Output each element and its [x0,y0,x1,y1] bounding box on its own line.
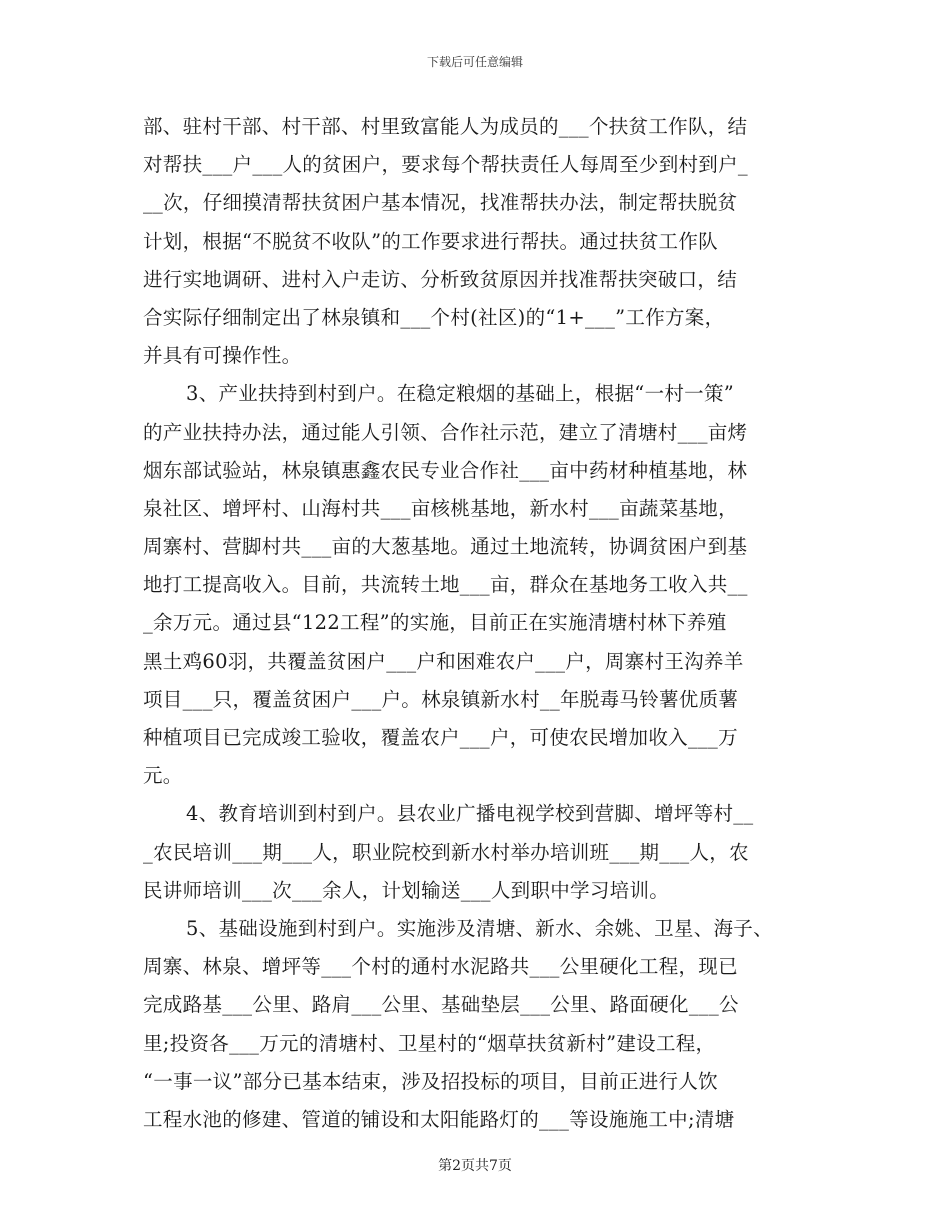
text-line: 民讲师培训___次___余人，计划输送___人到职中学习培训。 [143,878,670,902]
text-line: 并具有可操作性。 [143,344,302,368]
text-line: 4、教育培训到村到户。县农业广播电视学校到营脚、增坪等村__ [186,802,754,826]
text-line: 周寨村、营脚村共___亩的大葱基地。通过土地流转，协调贫困户到基 [143,535,748,559]
text-line: 种植项目已完成竣工验收，覆盖农户___户，可使农民增加收入___万 [143,726,738,749]
text-line: 对帮扶___户___人的贫困户，要求每个帮扶责任人每周至少到村到户_ [143,153,748,177]
text-line: 里;投资各___万元的清塘村、卫星村的“烟草扶贫新村”建设工程， [143,1031,716,1055]
text-line: 部、驻村干部、村干部、村里致富能人为成员的___个扶贫工作队，结 [143,115,748,138]
text-line: 进行实地调研、进村入户走访、分析致贫原因并找准帮扶突破口，结 [143,267,738,291]
page-footer: 第2页共7页 [438,1158,512,1174]
text-line: 泉社区、增坪村、山海村共___亩核桃基地，新水村___亩蔬菜基地， [143,496,738,520]
text-line: 3、产业扶持到村到户。在稳定粮烟的基础上，根据“一村一策” [186,382,735,406]
text-line: 地打工提高收入。目前，共流转土地___亩，群众在基地务工收入共__ [143,573,748,597]
text-line: 元。 [143,764,183,788]
text-line: __次，仔细摸清帮扶贫困户基本情况，找准帮扶办法，制定帮扶脱贫 [143,191,738,215]
text-line: _农民培训___期___人，职业院校到新水村举办培训班___期___人，农 [143,840,749,864]
body-text [143,108,823,1139]
text-line: 完成路基___公里、路肩___公里、基础垫层___公里、路面硬化___公 [143,993,739,1017]
text-line: “一事一议”部分已基本结束，涉及招投标的项目，目前正进行人饮 [143,1069,718,1093]
text-line: 工程水池的修建、管道的铺设和太阳能路灯的___等设施施工中;清塘 [143,1107,735,1131]
text-line: 计划，根据“不脱贫不收队”的工作要求进行帮扶。通过扶贫工作队 [143,229,718,253]
page-header: 下载后可任意编辑 [426,55,523,69]
text-line: _余万元。通过县“122工程”的实施，目前正在实施清塘村林下养殖 [143,611,727,635]
text-line: 周寨、林泉、增坪等___个村的通村水泥路共___公里硬化工程，现已 [143,955,738,979]
text-line: 黑土鸡60羽，共覆盖贫困户___户和困难农户___户，周寨村王沟养羊 [143,649,744,673]
text-line: 5、基础设施到村到户。实施涉及清塘、新水、余姚、卫星、海子、 [186,916,773,940]
text-line: 合实际仔细制定出了林泉镇和___个村(社区)的“1+___”工作方案， [143,305,725,329]
text-line: 烟东部试验站，林泉镇惠鑫农民专业合作社___亩中药材种植基地，林 [143,458,748,482]
text-line: 项目___只，覆盖贫困户___户。林泉镇新水村__年脱毒马铃薯优质薯 [143,687,739,711]
text-line: 的产业扶持办法，通过能人引领、合作社示范，建立了清塘村___亩烤 [143,420,748,444]
